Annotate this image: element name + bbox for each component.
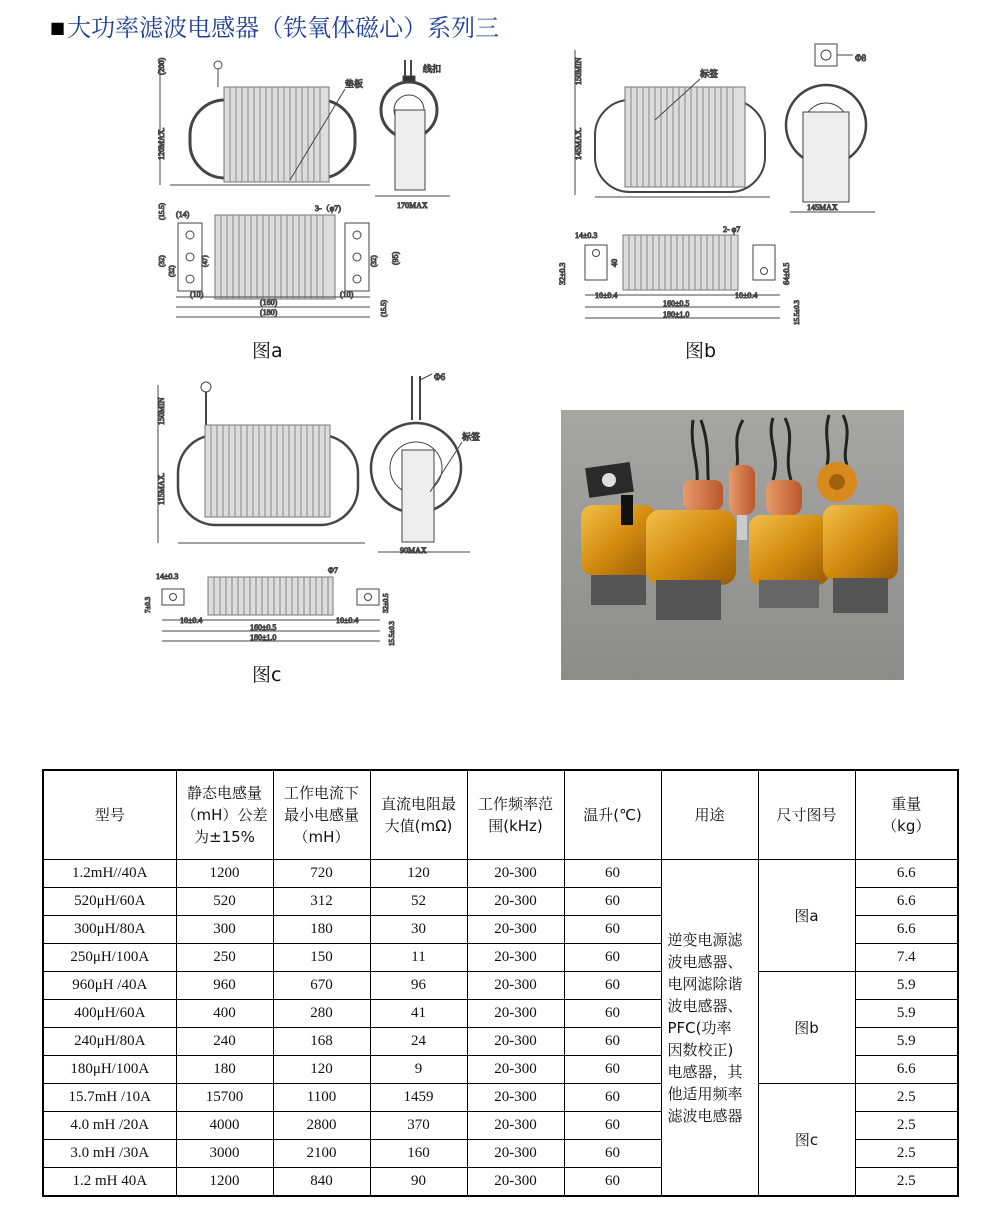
table-row: 250μH/100A 250 150 11 20-300 60 7.4 [43, 944, 958, 972]
dim-label: 14±0.3 [575, 231, 598, 240]
dim-label: (32) [158, 255, 166, 267]
dim-label: 180±1.0 [250, 633, 277, 642]
dim-label: 145MAX. [574, 127, 583, 160]
header-inductance: 静态电感量 （mH）公差 为±15% [176, 770, 273, 860]
table-row: 1.2 mH 40A 1200 840 90 20-300 60 2.5 [43, 1168, 958, 1197]
width-label: 145MAX [807, 203, 838, 212]
dim-label: 14±0.3 [156, 572, 179, 581]
dim-label: 10±0.4 [336, 616, 359, 625]
dim-label: 64±0.5 [782, 262, 791, 285]
pad-label: 垫板 [345, 79, 364, 89]
figure-c-drawing [140, 375, 390, 665]
figure-b-caption: 图b [685, 340, 717, 362]
figure-group-b: 图b [758, 972, 855, 1084]
figure-b-drawing [555, 45, 801, 330]
width-label: 90MAX [400, 546, 427, 555]
figure-b-side-view [785, 40, 880, 220]
dim-label: 115MAX. [157, 472, 166, 505]
table-row: 400μH/60A 400 280 41 20-300 60 5.9 [43, 1000, 958, 1028]
width-label: 170MAX [397, 201, 428, 210]
dim-label: 10±0.4 [595, 291, 618, 300]
dim-label: 10±0.4 [180, 616, 203, 625]
holes-label: 2- φ7 [723, 225, 741, 234]
dim-label: (32) [370, 255, 378, 267]
dim-label: 40 [610, 259, 619, 267]
usage-cell: 逆变电源滤 波电感器、 电网滤除谐 波电感器、 PFC(功率 因数校正) 电感器，其 他适用频率 滤波电感器 [661, 860, 758, 1197]
table-row: 15.7mH /10A 15700 1100 1459 20-300 60 图c 2.5 [43, 1084, 958, 1112]
dim-label: 32±0.3 [558, 262, 567, 285]
dim-label: 180±1.0 [663, 310, 690, 319]
dim-label: (15.5) [380, 300, 388, 317]
figure-a-caption: 图a [252, 340, 283, 362]
figure-c-side-view [370, 370, 500, 660]
holes-label: 3-（φ7) [315, 204, 341, 213]
table-row: 1.2mH//40A 1200 720 120 20-300 60 逆变电源滤 波电感器、 电网滤除谐 波电感器、 PFC(功率 因数校正) 电感器，其 他适用频率 滤波电感器 图a 6.6 [43, 860, 958, 888]
header-model: 型号 [43, 770, 176, 860]
dim-label: (32) [168, 265, 176, 277]
dim-label: 150MIN [574, 57, 583, 85]
table-row: 240μH/80A 240 168 24 20-300 60 5.9 [43, 1028, 958, 1056]
header-frequency: 工作频率范 围(kHz) [467, 770, 564, 860]
dim-label: (47) [201, 255, 209, 267]
product-photo [561, 410, 904, 680]
clip-label: 线扣 [423, 64, 442, 74]
header-resistance: 直流电阻最 大值(mΩ) [370, 770, 467, 860]
dim-label: 120MAX. [157, 127, 166, 160]
tag-label: 标签 [462, 432, 481, 442]
table-row: 300μH/80A 300 180 30 20-300 60 6.6 [43, 916, 958, 944]
phi8-label: Φ8 [855, 53, 867, 63]
dim-label: 160±0.5 [250, 623, 277, 632]
dim-label: (180) [260, 308, 278, 317]
dim-label: 15.5±0.3 [388, 621, 396, 646]
title-square-icon: ■ [50, 18, 66, 37]
phi7-label: Φ7 [328, 566, 338, 575]
spec-table [42, 769, 959, 1197]
dim-label: (10) [340, 290, 354, 299]
header-figure: 尺寸图号 [758, 770, 855, 860]
table-header-row [43, 770, 958, 860]
dim-label: (200) [157, 57, 166, 75]
table-row: 520μH/60A 520 312 52 20-300 60 6.6 [43, 888, 958, 916]
page-title: ■大功率滤波电感器（铁氧体磁心）系列三 [50, 14, 500, 42]
figure-group-a: 图a [758, 860, 855, 972]
figure-group-c: 图c [758, 1084, 855, 1197]
dim-label: 32±0.5 [382, 593, 390, 613]
dim-label: 10±0.4 [735, 291, 758, 300]
dim-label: (160) [260, 298, 278, 307]
table-row: 4.0 mH /20A 4000 2800 370 20-300 60 2.5 [43, 1112, 958, 1140]
phi6-label: Φ6 [434, 372, 446, 382]
table-row: 180μH/100A 180 120 9 20-300 60 6.6 [43, 1056, 958, 1084]
dim-label: (95) [391, 251, 400, 265]
table-row: 3.0 mH /30A 3000 2100 160 20-300 60 2.5 [43, 1140, 958, 1168]
dim-label: 160±0.5 [663, 299, 690, 308]
header-min-inductance: 工作电流下 最小电感量 （mH） [273, 770, 370, 860]
header-temp: 温升(℃) [564, 770, 661, 860]
header-usage: 用途 [661, 770, 758, 860]
dim-label: 7±0.3 [144, 596, 152, 613]
header-weight: 重量 （kg） [855, 770, 958, 860]
tag-label: 标签 [700, 69, 719, 79]
figure-c-caption: 图c [252, 664, 282, 686]
figure-a-side-view [375, 58, 450, 213]
dim-label: 15.5±0.3 [793, 300, 801, 325]
dim-label: (10) [190, 290, 204, 299]
dim-label: (15.5) [158, 203, 166, 220]
dim-label: (14) [176, 210, 190, 219]
table-row: 960μH /40A 960 670 96 20-300 60 图b 5.9 [43, 972, 958, 1000]
dim-label: 150MIN [157, 397, 166, 425]
